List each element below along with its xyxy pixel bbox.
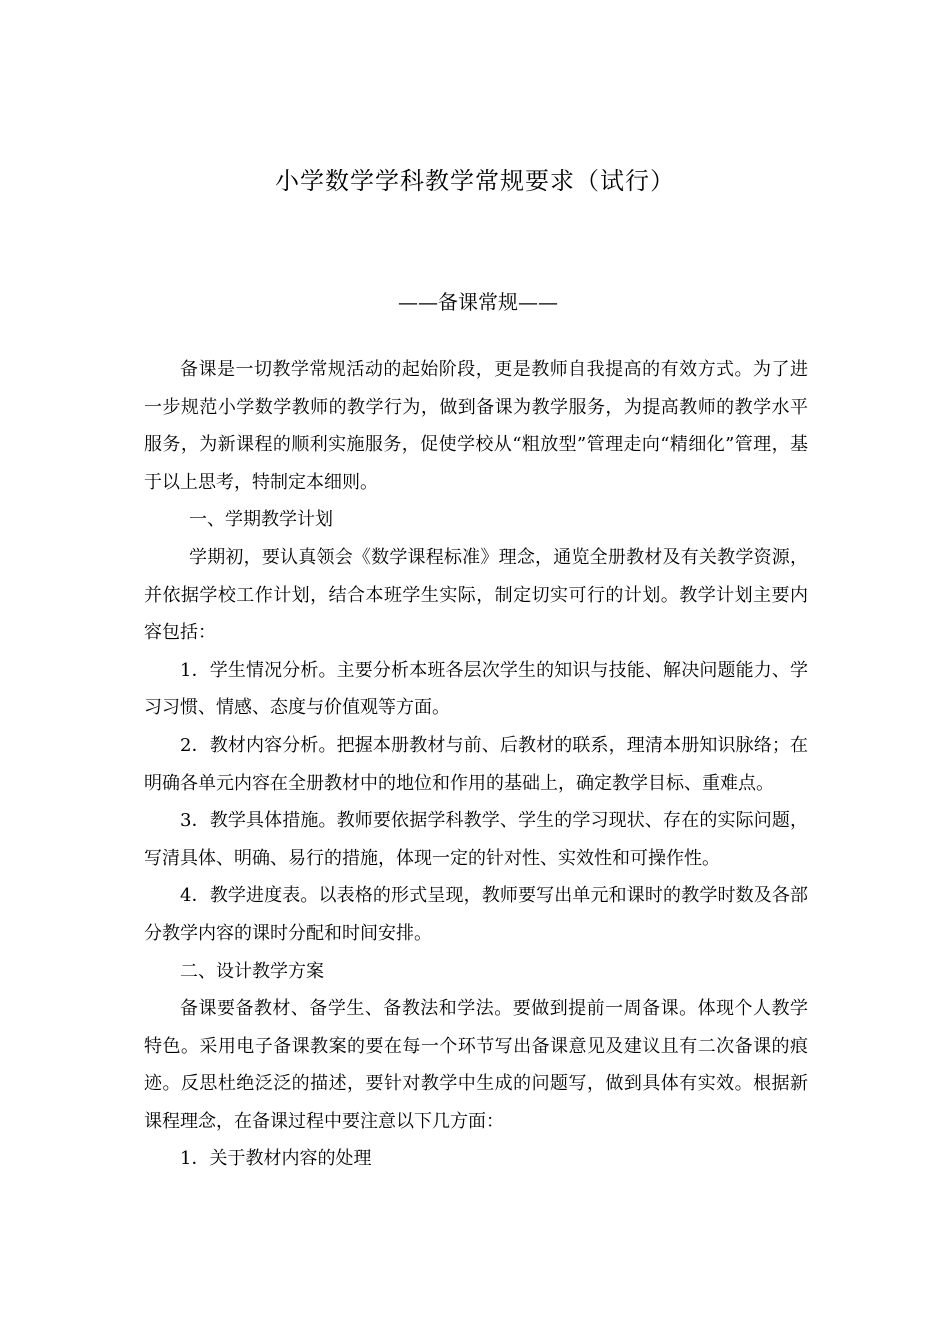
document-body: [144, 351, 808, 1178]
document-title: 小学数学学科教学常规要求（试行）: [275, 167, 675, 195]
paragraph-semester-plan: 学期初，要认真领会《数学课程标准》理念，通览全册教材及有关教学资源，并依据学校工作计划，结合本班学生实际，制定切实可行的计划。教学计划主要内容包括：: [144, 546, 808, 644]
list-item-material-analysis: 2．教材内容分析。把握本册教材与前、后教材的联系，理清本册知识脉络；在明确各单元内容在全册教材中的地位和作用的基础上，确定教学目标、重难点。: [144, 734, 808, 794]
paragraph-lesson-design: 备课要备教材、备学生、备教法和学法。要做到提前一周备课。体现个人教学特色。采用电子备课教案的要在每一个环节写出备课意见及建议且有二次备课的痕迹。反思杜绝泛泛的描述，要针对教学中生成的问题写，做到具体有实效。根据新课程理念，在备课过程中要注意以下几方面：: [144, 998, 808, 1132]
list-item-teaching-measures: 3．教学具体措施。教师要依据学科教学、学生的学习现状、存在的实际问题，写清具体、明确、易行的措施，体现一定的针对性、实效性和可操作性。: [144, 810, 808, 869]
list-item-student-analysis: 1．学生情况分析。主要分析本班各层次学生的知识与技能、解决问题能力、学习习惯、情感、态度与价值观等方面。: [144, 659, 808, 719]
section-heading-semester-plan: 一、学期教学计划: [189, 509, 333, 531]
list-item-schedule: 4．教学进度表。以表格的形式呈现，教师要写出单元和课时的教学时数及各部分教学内容的课时分配和时间安排。: [144, 885, 808, 944]
document-subtitle: ——备课常规——: [398, 290, 558, 314]
paragraph-intro: 备课是一切教学常规活动的起始阶段，更是教师自我提高的有效方式。为了进一步规范小学数学教师的教学行为，做到备课为教学服务，为提高教师的教学水平服务，为新课程的顺利实施服务，促使学校从“粗放型”管理走向“精细化”管理，基于以上思考，特制定本细则。: [144, 359, 808, 493]
section-heading-lesson-design: 二、设计教学方案: [180, 960, 324, 982]
list-item-material-handling: 1．关于教材内容的处理: [180, 1148, 372, 1170]
